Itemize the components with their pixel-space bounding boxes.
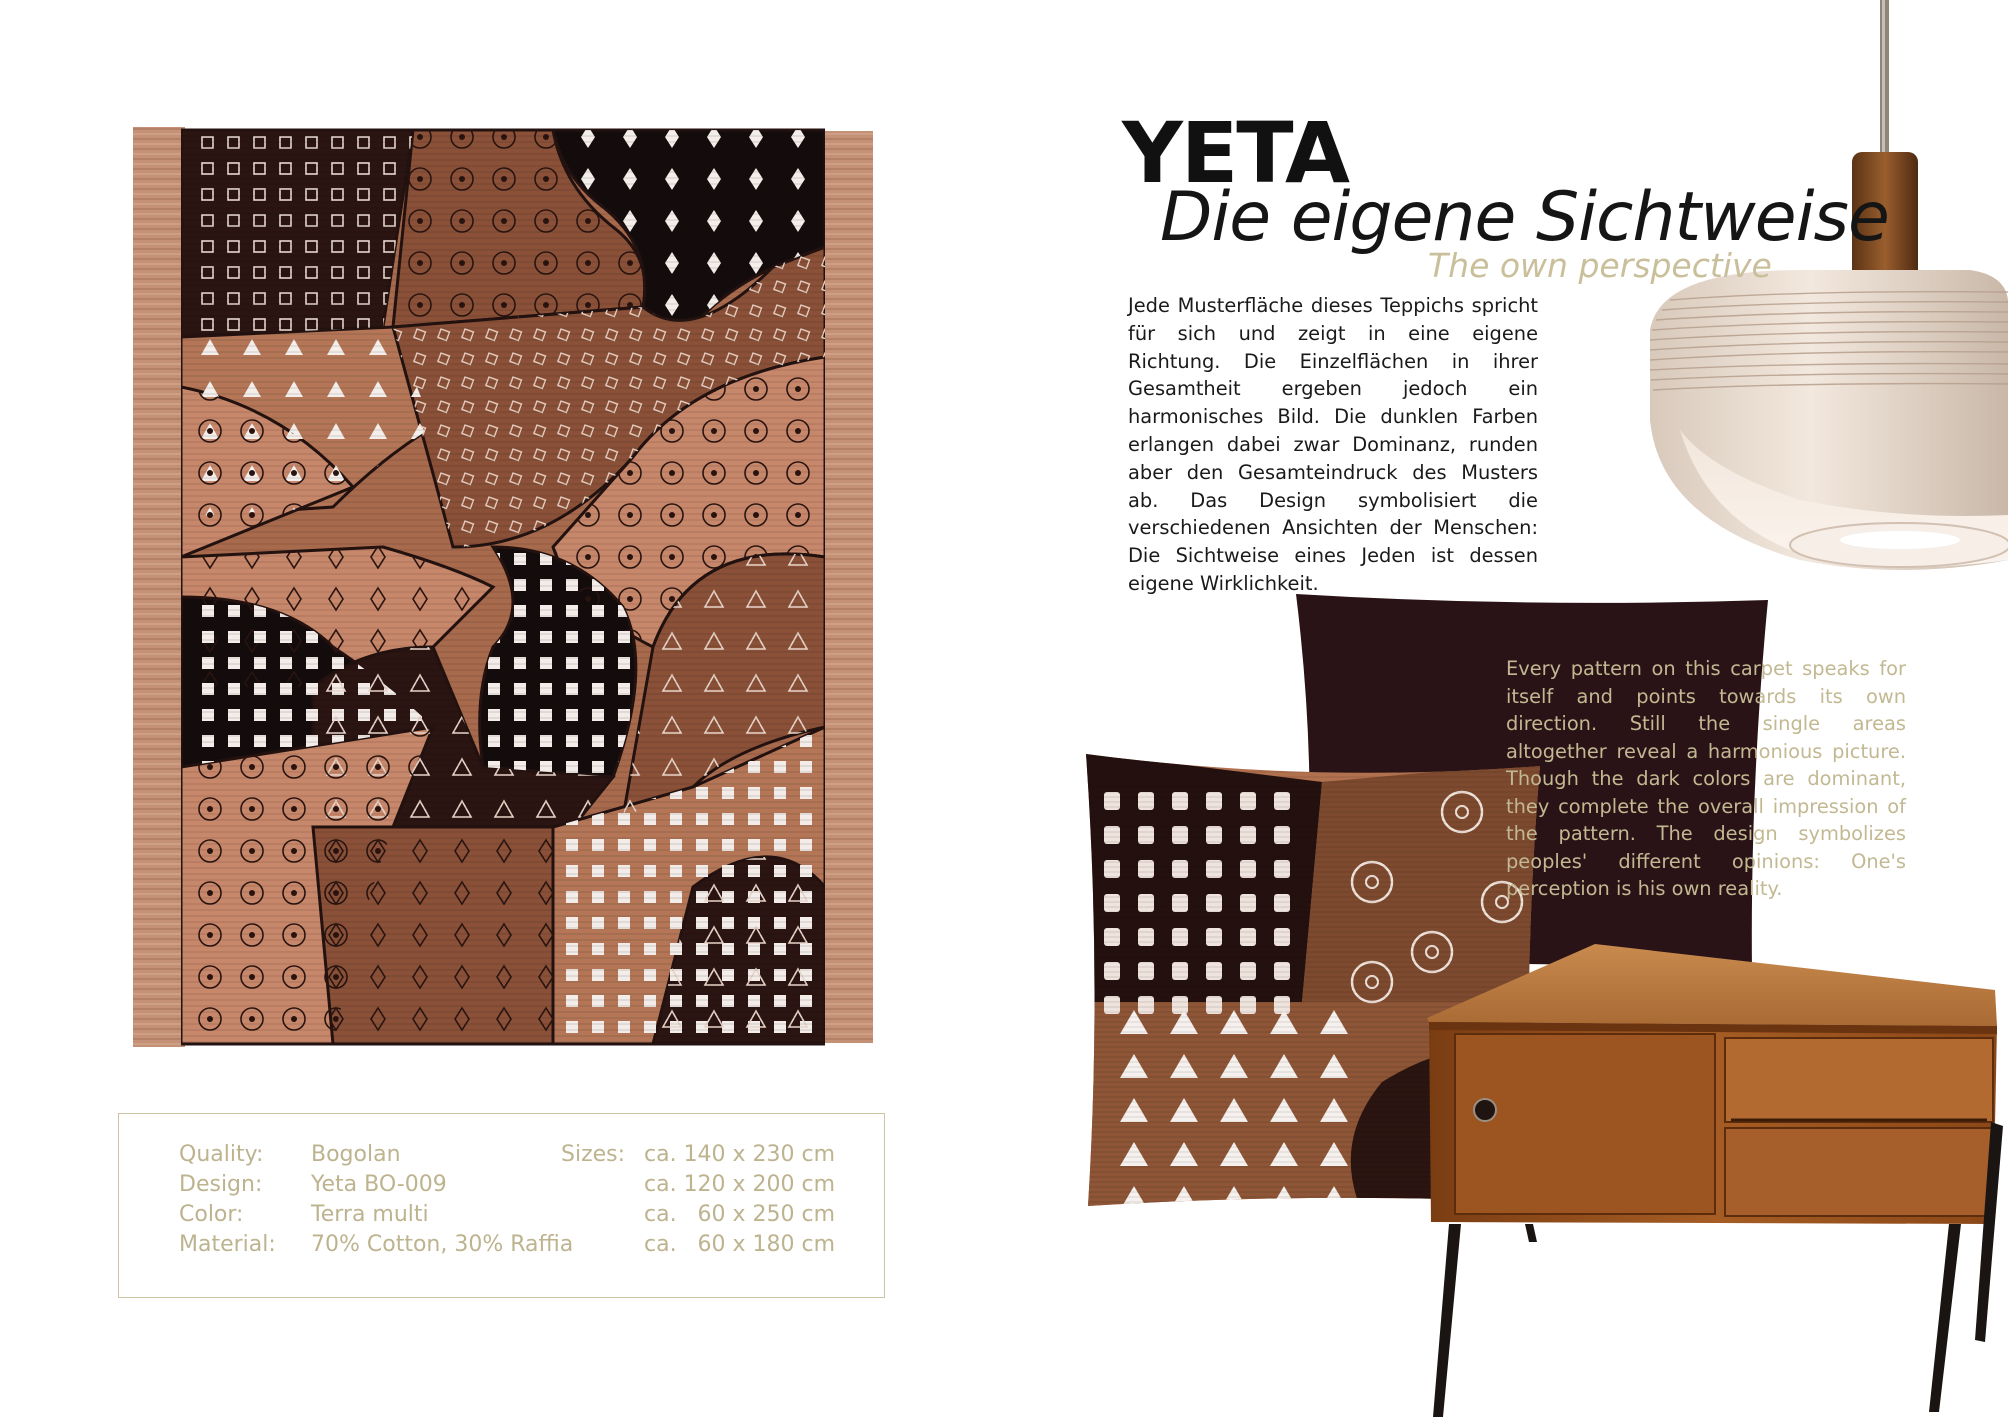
page-tagline: The own perspective xyxy=(1428,246,1772,285)
size-value: ca. 140 x 230 cm xyxy=(644,1142,835,1167)
carpet-fringe-left xyxy=(133,127,185,1047)
spec-value: Terra multi xyxy=(311,1202,429,1227)
size-value: ca. 60 x 250 cm xyxy=(644,1202,835,1227)
page-subtitle: Die eigene Sichtweise xyxy=(1160,178,1889,257)
spec-box xyxy=(118,1113,885,1298)
size-value: ca. 120 x 200 cm xyxy=(644,1172,835,1197)
spec-label: Design: xyxy=(179,1172,262,1197)
description-english: Every pattern on this carpet speaks for itself and points towards its own direction. Still the single areas altogether reveal a harmonious picture. Though the dark colors are dominant, they complete the overall impression of the pattern. The design symbolizes peoples' different opinions: One's perception is his own reality. xyxy=(1506,655,1906,903)
pendant-lamp-image xyxy=(1600,0,2008,580)
spec-label: Material: xyxy=(179,1232,276,1257)
spec-value: 70% Cotton, 30% Raffia xyxy=(311,1232,573,1257)
carpet-image xyxy=(133,127,873,1047)
carpet-fringe-right xyxy=(821,131,873,1043)
cabinet-image xyxy=(1425,942,2008,1417)
spec-label: Quality: xyxy=(179,1142,263,1167)
sizes-label: Sizes: xyxy=(561,1142,625,1167)
spec-label: Color: xyxy=(179,1202,243,1227)
size-value: ca. 60 x 180 cm xyxy=(644,1232,835,1257)
spec-value: Yeta BO-009 xyxy=(311,1172,447,1197)
page-title: YETA xyxy=(1122,104,1348,202)
spec-value: Bogolan xyxy=(311,1142,401,1167)
description-german: Jede Musterfläche dieses Teppichs spricht für sich und zeigt in eine eigene Richtung. Die Einzelflächen in ihrer Gesamtheit ergeben jedoch ein harmonisches Bild. Die dunklen Farben erlangen dabei zwar Dominanz, runden aber den Gesamteindruck des Musters ab. Das Design symbolisiert die verschiedenen Ansichten der Menschen: Die Sichtweise eines Jeden ist dessen eigene Wirklichkeit. xyxy=(1128,292,1538,598)
